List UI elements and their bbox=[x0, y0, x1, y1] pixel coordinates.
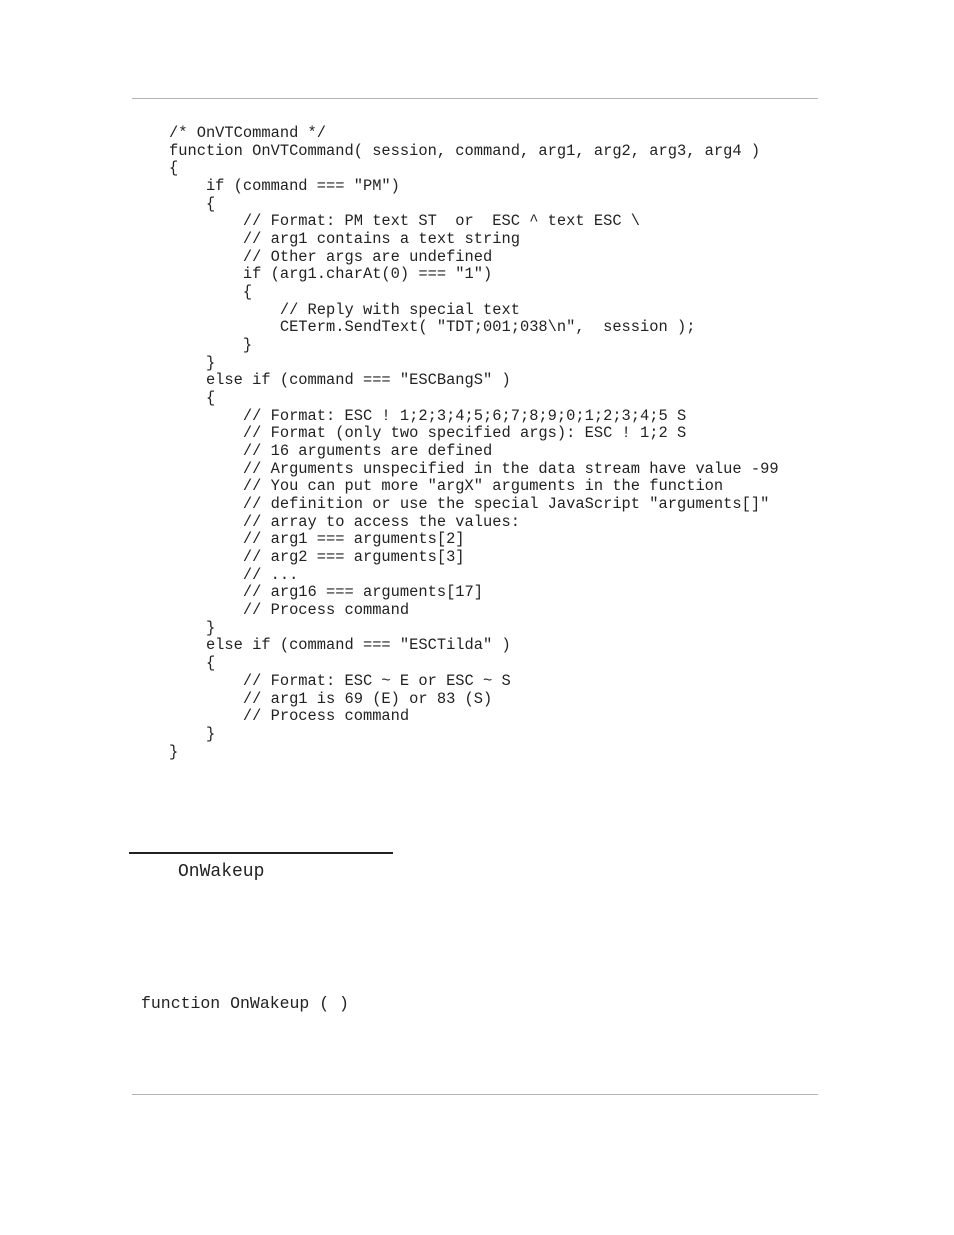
code-line: { bbox=[169, 283, 253, 302]
code-line: } bbox=[169, 618, 216, 637]
code-line: // Format (only two specified args): ESC ! 1;2 S bbox=[169, 424, 687, 443]
code-line: // Reply with special text bbox=[169, 300, 520, 319]
code-line: { bbox=[169, 194, 216, 213]
code-line: { bbox=[169, 654, 216, 673]
code-line: /* OnVTCommand */ bbox=[169, 124, 327, 142]
code-line: else if (command === "ESCTilda" ) bbox=[169, 636, 511, 655]
code-line: } bbox=[169, 742, 179, 761]
header-rule bbox=[132, 98, 818, 99]
code-line: // Process command bbox=[169, 707, 410, 726]
code-line: // arg1 contains a text string bbox=[169, 230, 520, 249]
code-line: else if (command === "ESCBangS" ) bbox=[169, 371, 511, 390]
code-line: } bbox=[169, 336, 253, 355]
code-line: // Format: ESC ~ E or ESC ~ S bbox=[169, 671, 511, 690]
code-line: { bbox=[169, 159, 179, 178]
code-line: // arg2 === arguments[3] bbox=[169, 548, 465, 567]
code-line: // 16 arguments are defined bbox=[169, 442, 493, 461]
code-line: if (arg1.charAt(0) === "1") bbox=[169, 265, 493, 284]
code-line: function OnVTCommand( session, command, arg1, arg2, arg3, arg4 ) bbox=[169, 141, 761, 160]
code-line: // arg1 === arguments[2] bbox=[169, 530, 465, 549]
section-heading-rule bbox=[129, 852, 393, 854]
function-signature: function OnWakeup ( ) bbox=[141, 994, 349, 1013]
code-line: // Arguments unspecified in the data stream have value -99 bbox=[169, 459, 779, 478]
code-line: CETerm.SendText( "TDT;001;038\n", session ); bbox=[169, 318, 696, 337]
code-line: } bbox=[169, 724, 216, 743]
code-line: // You can put more "argX" arguments in the function bbox=[169, 477, 724, 496]
code-line: if (command === "PM") bbox=[169, 177, 400, 196]
code-line: // Format: PM text ST or ESC ^ text ESC \ bbox=[169, 212, 641, 231]
code-line: // definition or use the special JavaScript "arguments[]" bbox=[169, 495, 770, 514]
code-line: // Other args are undefined bbox=[169, 247, 493, 266]
code-line: // Process command bbox=[169, 601, 410, 620]
code-line: // ... bbox=[169, 565, 299, 584]
footer-rule bbox=[132, 1094, 818, 1095]
code-line: // array to access the values: bbox=[169, 512, 520, 531]
code-line: // arg16 === arguments[17] bbox=[169, 583, 484, 602]
section-heading: OnWakeup bbox=[178, 862, 265, 882]
code-line: // Format: ESC ! 1;2;3;4;5;6;7;8;9;0;1;2;3;4;5 S bbox=[169, 406, 687, 425]
code-listing bbox=[169, 125, 779, 761]
code-line: { bbox=[169, 389, 216, 408]
code-line: } bbox=[169, 353, 216, 372]
code-line: // arg1 is 69 (E) or 83 (S) bbox=[169, 689, 493, 708]
